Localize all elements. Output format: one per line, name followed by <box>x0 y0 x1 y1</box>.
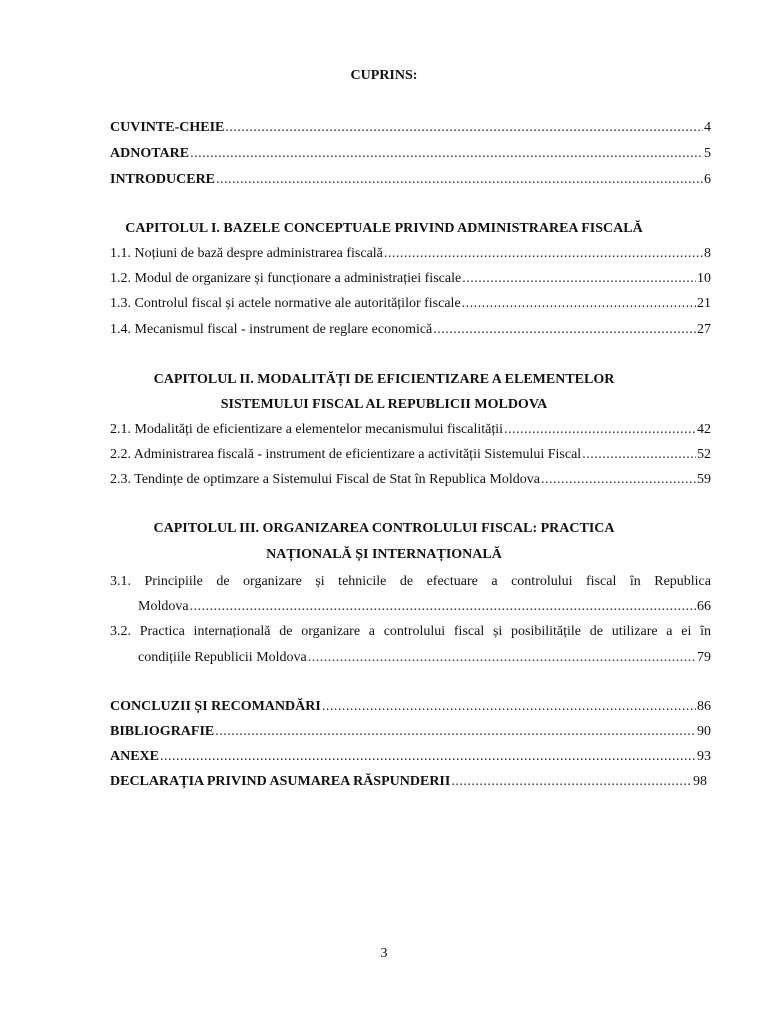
toc-entry-label: CONCLUZII ȘI RECOMANDĂRI <box>110 699 321 714</box>
toc-entry-1-1 <box>110 245 711 263</box>
toc-entry-page: 27 <box>697 322 711 337</box>
toc-entry-page: 79 <box>697 650 711 665</box>
toc-entry-keywords <box>110 119 711 137</box>
toc-entry-declaration <box>110 773 707 791</box>
toc-entry-1-3 <box>110 295 711 313</box>
dot-leader <box>433 321 696 339</box>
dot-leader <box>504 421 696 439</box>
toc-entry-label: Moldova <box>138 599 189 614</box>
toc-entry-page: 66 <box>697 599 711 614</box>
toc-entry-abstract <box>110 145 711 163</box>
toc-entry-page: 93 <box>697 749 711 764</box>
dot-leader <box>322 698 696 716</box>
toc-entry-3-1-line-1: 3.1. Principiile de organizare și tehnicile de efectuare a controlului fiscal în Republica <box>110 574 711 589</box>
toc-entry-introduction <box>110 171 711 189</box>
toc-entry-label: INTRODUCERE <box>110 172 216 187</box>
toc-entry-label: 1.1. Noțiuni de bază despre administrarea fiscală <box>110 246 383 261</box>
toc-entry-2-2 <box>110 446 711 464</box>
toc-entry-label: BIBLIOGRAFIE <box>110 724 215 739</box>
toc-entry-label: 2.3. Tendințe de optimzare a Sistemului Fiscal de Stat în Republica Moldova <box>110 472 540 487</box>
chapter-1-title: CAPITOLUL I. BAZELE CONCEPTUALE PRIVIND ADMINISTRAREA FISCALĂ <box>125 221 643 236</box>
toc-entry-page: 8 <box>704 246 711 261</box>
toc-entry-label: 2.2. Administrarea fiscală - instrument de eficientizare a activității Sistemului Fiscal <box>110 447 582 462</box>
toc-entry-3-2 <box>138 649 711 667</box>
dot-leader <box>190 145 703 163</box>
dot-leader <box>308 649 696 667</box>
toc-entry-page: 52 <box>697 447 711 462</box>
toc-entry-1-4 <box>110 321 711 339</box>
dot-leader <box>462 295 696 313</box>
dot-leader <box>160 748 696 766</box>
toc-entry-conclusions <box>110 698 711 716</box>
toc-entry-label: ANEXE <box>110 749 160 764</box>
toc-entry-label: 2.1. Modalități de eficientizare a elementelor mecanismului fiscalității <box>110 422 504 437</box>
toc-entry-page: 90 <box>697 724 711 739</box>
toc-entry-3-1 <box>138 598 711 616</box>
toc-entry-2-3 <box>110 471 711 489</box>
toc-entry-label: CUVINTE-CHEIE <box>110 120 225 135</box>
toc-entry-label: DECLARAȚIA PRIVIND ASUMAREA RĂSPUNDERII <box>110 774 451 789</box>
toc-entry-label: ADNOTARE <box>110 146 190 161</box>
toc-entry-page: 4 <box>704 120 711 135</box>
toc-entry-page: 86 <box>697 699 711 714</box>
toc-entry-3-2-line-1: 3.2. Practica internațională de organizare a controlului fiscal și posibilitățile de utilizare a ei în <box>110 624 711 639</box>
toc-entry-label: 1.3. Controlul fiscal și actele normative ale autorităților fiscale <box>110 296 461 311</box>
page-number: 3 <box>380 946 388 961</box>
dot-leader <box>225 119 703 137</box>
dot-leader <box>451 773 692 791</box>
toc-entry-page: 21 <box>697 296 711 311</box>
dot-leader <box>582 446 696 464</box>
toc-entry-annexes <box>110 748 711 766</box>
dot-leader <box>190 598 696 616</box>
dot-leader <box>384 245 703 263</box>
toc-entry-page: 6 <box>704 172 711 187</box>
toc-entry-page: 10 <box>697 271 711 286</box>
toc-entry-label: condițiile Republicii Moldova <box>138 650 307 665</box>
toc-entry-label: 1.4. Mecanismul fiscal - instrument de reglare economică <box>110 322 433 337</box>
toc-entry-label: 1.2. Modul de organizare și funcționare a administrației fiscale <box>110 271 462 286</box>
toc-entry-page: 42 <box>697 422 711 437</box>
chapter-3-title-line-1: CAPITOLUL III. ORGANIZAREA CONTROLULUI FISCAL: PRACTICA <box>153 521 615 536</box>
dot-leader <box>215 723 696 741</box>
dot-leader <box>216 171 703 189</box>
dot-leader <box>541 471 696 489</box>
page-title: CUPRINS: <box>350 68 418 83</box>
toc-entry-bibliography <box>110 723 711 741</box>
chapter-2-title-line-2: SISTEMULUI FISCAL AL REPUBLICII MOLDOVA <box>220 397 548 412</box>
chapter-3-title-line-2: NAȚIONALĂ ȘI INTERNAȚIONALĂ <box>266 547 502 562</box>
toc-entry-1-2 <box>110 270 711 288</box>
toc-entry-page: 5 <box>704 146 711 161</box>
toc-entry-page: 59 <box>697 472 711 487</box>
toc-entry-page: 98 <box>693 774 707 789</box>
dot-leader <box>462 270 696 288</box>
chapter-2-title-line-1: CAPITOLUL II. MODALITĂȚI DE EFICIENTIZARE A ELEMENTELOR <box>153 372 615 387</box>
toc-entry-2-1 <box>110 421 711 439</box>
